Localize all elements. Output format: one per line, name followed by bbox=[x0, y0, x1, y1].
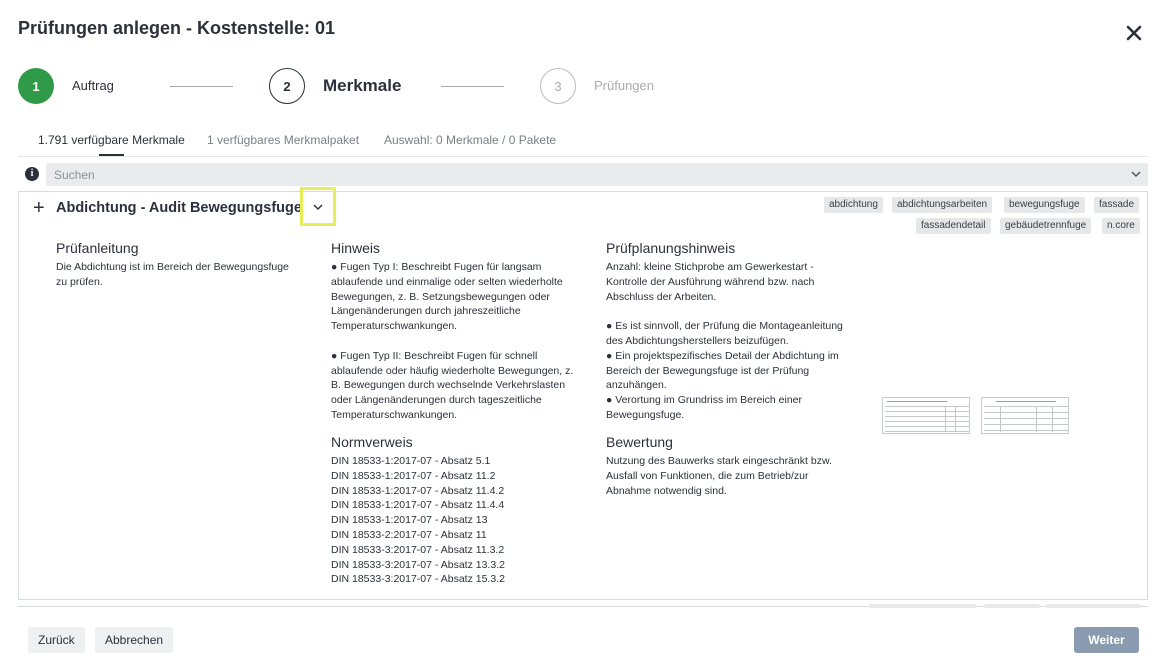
feature-card bbox=[18, 191, 1148, 600]
normverweis-heading: Normverweis bbox=[331, 434, 413, 450]
tag: abdichtung bbox=[824, 197, 883, 213]
tag: bewegungsfuge bbox=[1004, 197, 1085, 213]
chevron-down-icon bbox=[312, 201, 324, 213]
next-card-edge bbox=[18, 606, 1148, 607]
tag: fassade bbox=[1094, 197, 1139, 213]
tab-available-features[interactable]: 1.791 verfügbare Merkmale bbox=[38, 133, 185, 147]
pruefplanungshinweis-text: Anzahl: kleine Stichprobe am Gewerkestart - Kontrolle der Ausführung während bzw. nach Abschluss der Arbeiten. ● Es ist sinnvoll, der Prüfung die Montageanleitung des Abdichtungsherstellers beizufügen. ● Ein projektspezifisches Detail der Abdichtung im Bereich der Bewegungsfuge ist der Prüfung anzuhängen. ● Verortung im Grundriss im Bereich einer Bewegungsfuge. bbox=[606, 261, 843, 421]
step-3-indicator: 3 bbox=[540, 68, 576, 104]
search-input[interactable] bbox=[46, 163, 1148, 186]
bewertung-text: Nutzung des Bauwerks stark eingeschränkt bzw. Ausfall von Funktionen, die zum Betrieb/zur Abnahme notwendig sind. bbox=[606, 455, 832, 497]
step-3-label: Prüfungen bbox=[594, 78, 654, 93]
info-icon[interactable]: i bbox=[25, 167, 39, 181]
tab-selection[interactable]: Auswahl: 0 Merkmale / 0 Pakete bbox=[384, 133, 557, 147]
step-2-label: Merkmale bbox=[323, 76, 402, 95]
next-card-tag bbox=[984, 604, 1040, 608]
tab-bar bbox=[18, 128, 1147, 157]
tag: abdichtungsarbeiten bbox=[892, 197, 992, 213]
feature-title: Abdichtung - Audit Bewegungsfuge bbox=[56, 200, 302, 216]
close-icon[interactable] bbox=[1123, 22, 1145, 44]
next-card-tag bbox=[869, 604, 977, 608]
next-button[interactable]: Weiter bbox=[1074, 627, 1139, 653]
pruefanleitung-text: Die Abdichtung ist im Bereich der Bewegungsfuge zu prüfen. bbox=[56, 261, 289, 288]
cancel-button[interactable]: Abbrechen bbox=[95, 627, 173, 653]
dialog-title: Prüfungen anlegen - Kostenstelle: 01 bbox=[18, 18, 336, 38]
tag: n.core bbox=[1102, 218, 1140, 234]
attachment-thumbnail[interactable] bbox=[882, 397, 970, 434]
pruefplanungshinweis-heading: Prüfplanungshinweis bbox=[606, 240, 736, 256]
tab-available-packages[interactable]: 1 verfügbares Merkmalpaket bbox=[207, 133, 360, 147]
hinweis-text: ● Fugen Typ I: Beschreibt Fugen für langsam ablaufende und einmalige oder selten wiederholte Bewegungen, z. B. Setzungsbewegungen oder Längenänderungen durch jahreszeitliche Temperaturschwankungen. ● Fugen Typ II: Beschreibt Fugen für schnell ablaufende oder häufig wiederholte Bewegungen, z. B. Bewegungen durch wechselnde Verkehrslasten oder Längenänderungen durch tageszeitliche Temperaturschwankungen. bbox=[331, 261, 574, 421]
bewertung-heading: Bewertung bbox=[606, 434, 673, 450]
step-2-indicator: 2 bbox=[269, 68, 305, 104]
tag: gebäudetrennfuge bbox=[1000, 218, 1091, 234]
next-card-tag bbox=[1046, 604, 1141, 608]
back-button[interactable]: Zurück bbox=[28, 627, 85, 653]
step-1-indicator: 1 bbox=[18, 68, 54, 104]
tag: fassadendetail bbox=[916, 218, 991, 234]
hinweis-heading: Hinweis bbox=[331, 240, 381, 256]
step-connector bbox=[441, 86, 504, 87]
normverweis-text: DIN 18533-1:2017-07 - Absatz 5.1 DIN 18533-1:2017-07 - Absatz 11.2 DIN 18533-1:2017-07 - Absatz 11.4.2 DIN 18533-1:2017-07 - Absatz 11.4.4 DIN 18533-1:2017-07 - Absatz 13 DIN 18533-2:2017-07 - Absatz 11 DIN 18533-3:2017-07 - Absatz 11.3.2 DIN 18533-3:2017-07 - Absatz 13.3.2 DIN 18533-3:2017-07 - Absatz 15.3.2 bbox=[331, 455, 505, 586]
plus-icon[interactable]: + bbox=[33, 197, 45, 219]
step-connector bbox=[170, 86, 233, 87]
expand-toggle-button[interactable] bbox=[300, 187, 336, 226]
step-1-label: Auftrag bbox=[72, 78, 114, 93]
search-row bbox=[18, 161, 1148, 187]
attachment-thumbnail[interactable] bbox=[981, 397, 1069, 434]
active-tab-indicator bbox=[99, 154, 124, 156]
pruefanleitung-heading: Prüfanleitung bbox=[56, 240, 139, 256]
chevron-down-icon[interactable] bbox=[1130, 168, 1142, 180]
